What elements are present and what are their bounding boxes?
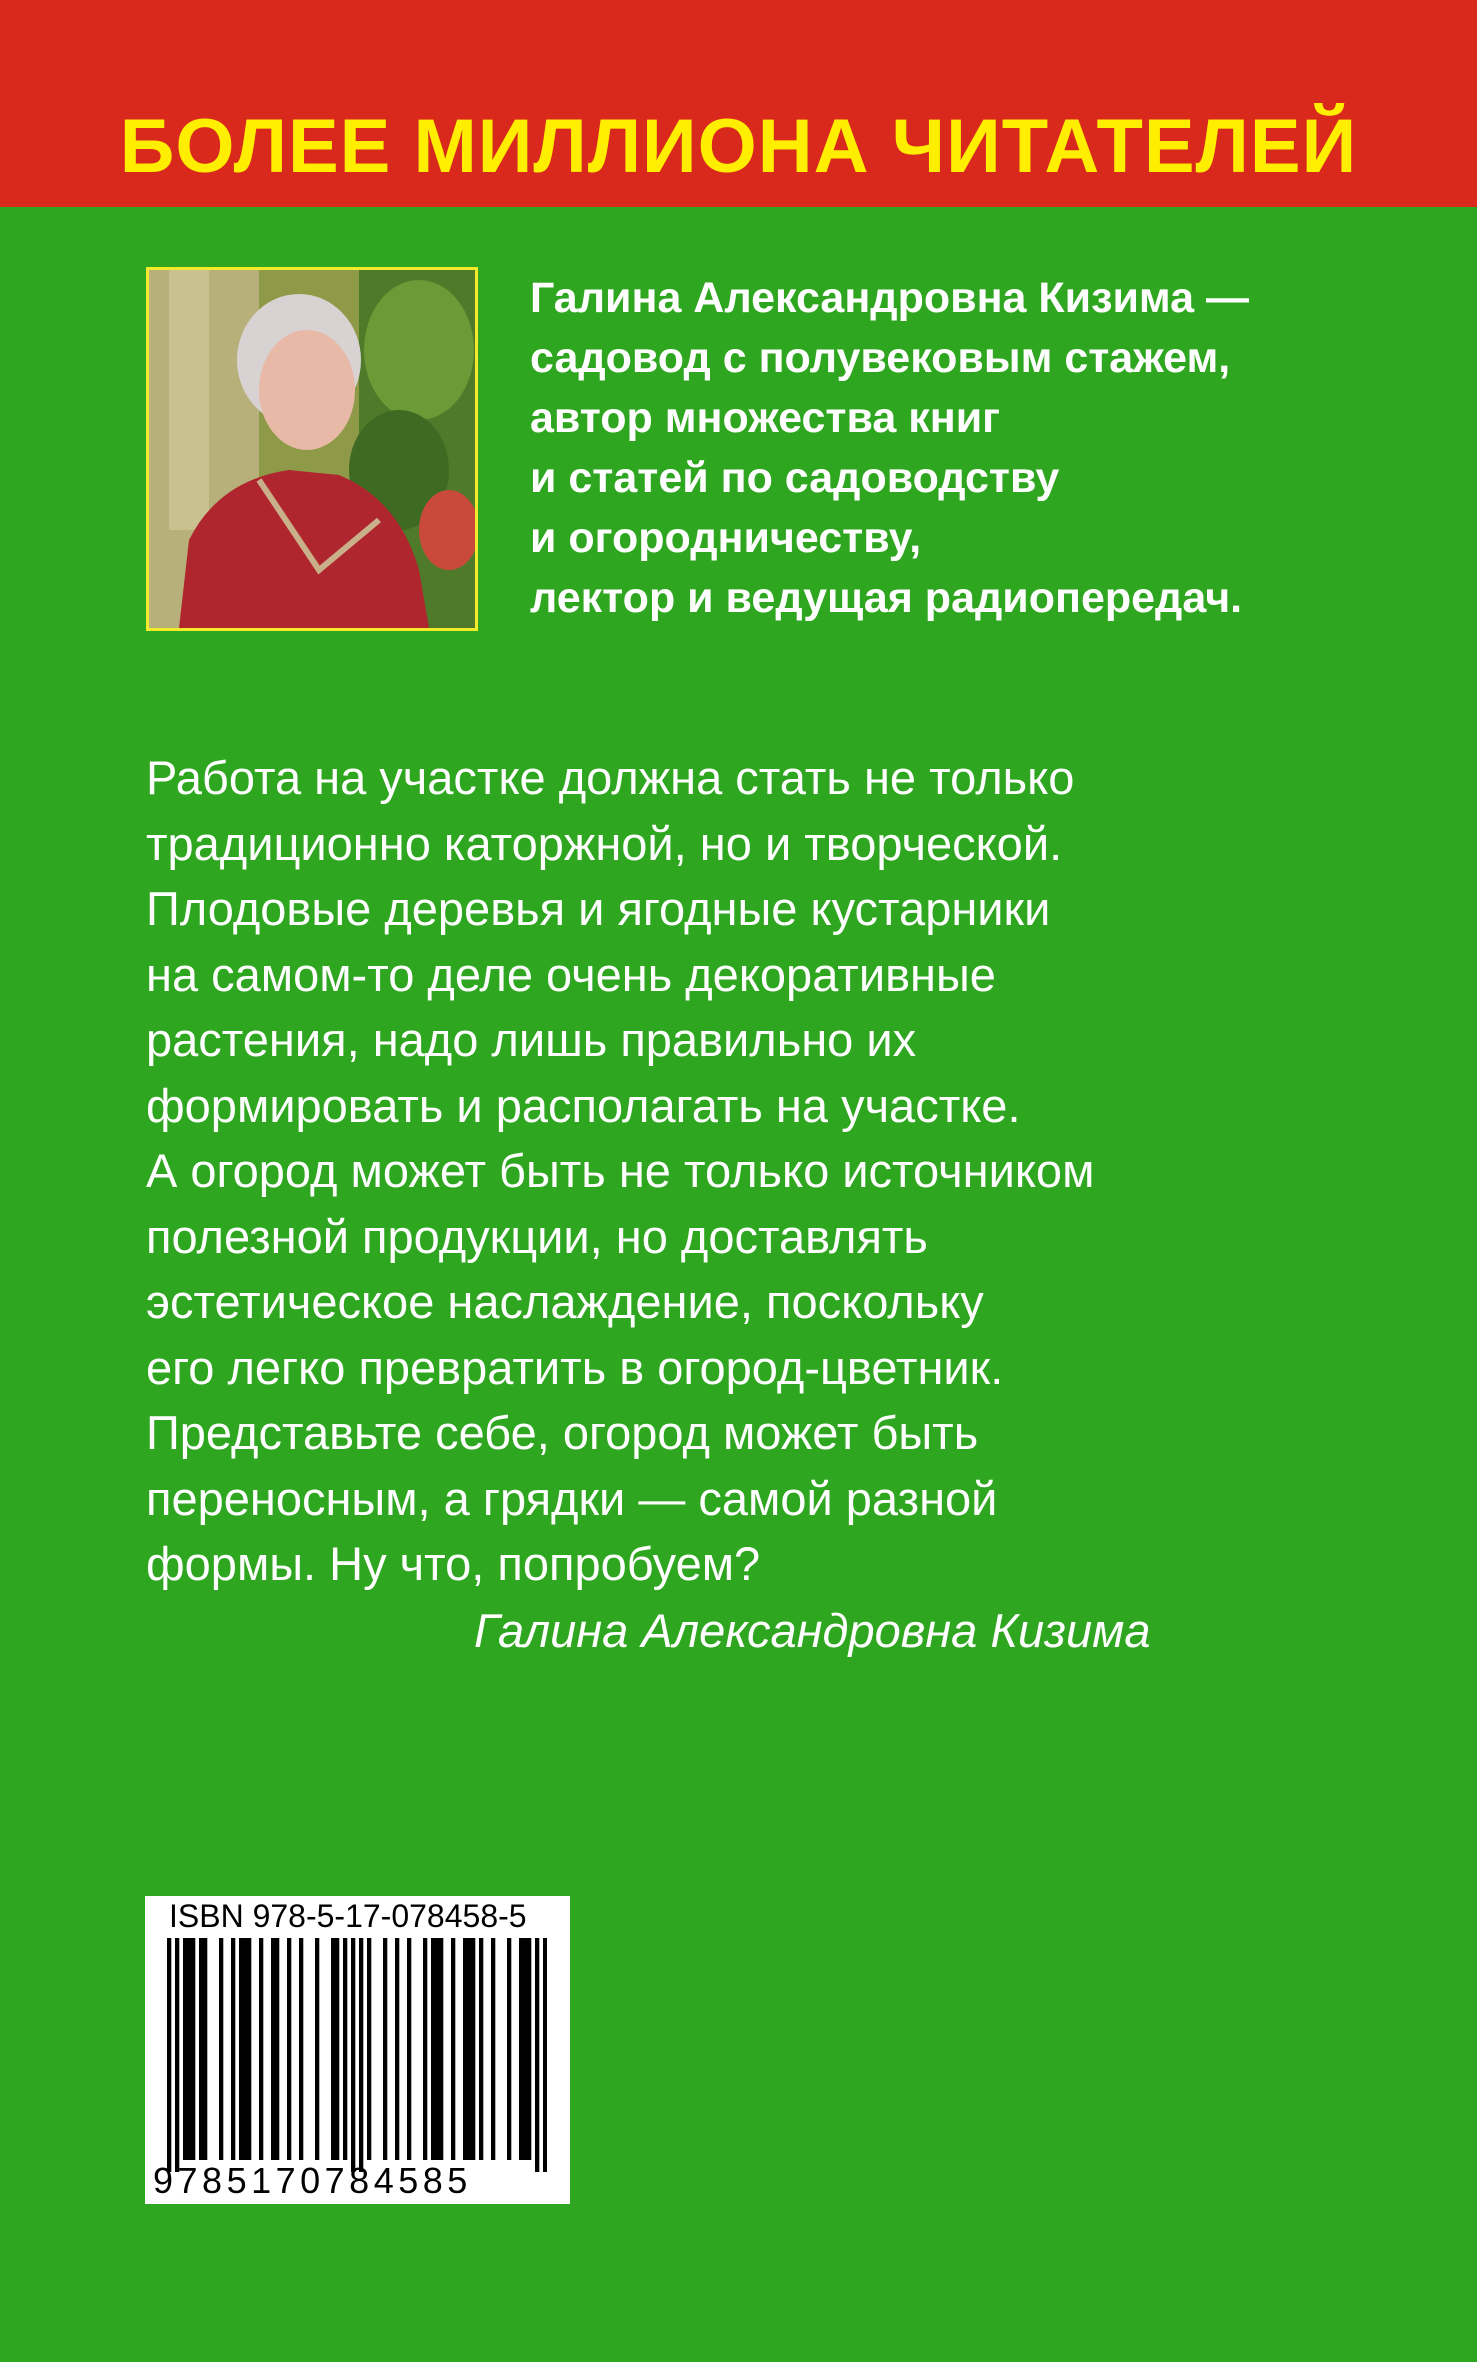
description-line: Плодовые деревья и ягодные кустарники <box>146 882 1051 935</box>
barcode-bar <box>523 1938 527 2160</box>
barcode-bar <box>423 1938 427 2160</box>
barcode-bar <box>507 1938 511 2160</box>
bio-line: и огородничеству, <box>530 514 922 562</box>
description-line: формы. Ну что, попробуем? <box>146 1537 761 1590</box>
barcode-guard-bar <box>167 1938 171 2172</box>
barcode-bar <box>239 1938 243 2160</box>
barcode-bar <box>287 1938 291 2160</box>
bio-line: автор множества книг <box>530 394 1001 442</box>
description-line: традиционно каторжной, но и творческой. <box>146 816 1063 870</box>
barcode-bar <box>463 1938 467 2160</box>
barcode-bar <box>219 1938 223 2160</box>
barcode-bar <box>383 1938 387 2160</box>
barcode-bar <box>187 1938 191 2160</box>
bio-line: лектор и ведущая радиопередач. <box>530 574 1243 622</box>
banner-title: БОЛЕЕ МИЛЛИОНА ЧИТАТЕЛЕЙ <box>119 104 1358 189</box>
barcode-bar <box>259 1938 263 2160</box>
barcode-bar <box>243 1938 247 2160</box>
description-line: А огород может быть не только источником <box>146 1144 1095 1197</box>
barcode-guard-bar <box>543 1938 547 2172</box>
barcode-bar <box>407 1938 411 2160</box>
barcode-bar <box>519 1938 523 2160</box>
barcode-bar <box>479 1938 483 2160</box>
description-line: полезной продукции, но доставлять <box>146 1209 928 1263</box>
barcode-bar <box>271 1938 275 2160</box>
bio-line: садовод с полувековым стажем, <box>530 334 1231 382</box>
author-signature: Галина Александровна Кизима <box>474 1604 1151 1657</box>
barcode <box>145 1896 570 2204</box>
description-line: формировать и располагать на участке. <box>146 1078 1021 1132</box>
bio-line: Галина Александровна Кизима — <box>530 274 1249 322</box>
author-photo <box>146 267 478 631</box>
barcode-guard-bar <box>359 1938 363 2172</box>
barcode-digits: 9785170784585 <box>153 2160 472 2201</box>
description-line: на самом-то деле очень декоративные <box>146 947 996 1001</box>
isbn-label: ISBN 978-5-17-078458-5 <box>169 1898 527 1934</box>
description-line: переносным, а грядки — самой разной <box>146 1471 998 1525</box>
author-bio <box>530 268 1430 628</box>
barcode-bar <box>199 1938 203 2160</box>
barcode-bar <box>395 1938 399 2160</box>
barcode-bar <box>335 1938 339 2160</box>
barcode-guard-bar <box>535 1938 539 2172</box>
description-line: его легко превратить в огород-цветник. <box>146 1340 1004 1394</box>
barcode-bar <box>183 1938 187 2160</box>
barcode-bar <box>451 1938 455 2160</box>
barcode-bar <box>331 1938 335 2160</box>
barcode-bar <box>343 1938 347 2160</box>
description-line: растения, надо лишь правильно их <box>146 1013 917 1066</box>
barcode-bar <box>299 1938 303 2160</box>
barcode-bar <box>275 1938 279 2160</box>
barcode-bar <box>315 1938 319 2160</box>
barcode-bar <box>471 1938 475 2160</box>
description-line: Представьте себе, огород может быть <box>146 1406 979 1459</box>
bio-line: и статей по садоводству <box>530 454 1060 502</box>
barcode-bar <box>527 1938 531 2160</box>
barcode-guard-bar <box>175 1938 179 2172</box>
barcode-guard-bar <box>351 1938 355 2172</box>
description-line: эстетическое наслаждение, поскольку <box>146 1275 984 1328</box>
barcode-bar <box>367 1938 371 2160</box>
barcode-bar <box>491 1938 495 2160</box>
barcode-bar <box>439 1938 443 2160</box>
barcode-bar <box>467 1938 471 2160</box>
barcode-bars <box>167 1938 547 2172</box>
description-text <box>146 745 1346 1597</box>
barcode-bar <box>435 1938 439 2160</box>
barcode-bar <box>191 1938 195 2160</box>
barcode-bar <box>247 1938 251 2160</box>
description-line: Работа на участке должна стать не только <box>146 751 1075 804</box>
barcode-bar <box>231 1938 235 2160</box>
barcode-bar <box>431 1938 435 2160</box>
barcode-bar <box>203 1938 207 2160</box>
